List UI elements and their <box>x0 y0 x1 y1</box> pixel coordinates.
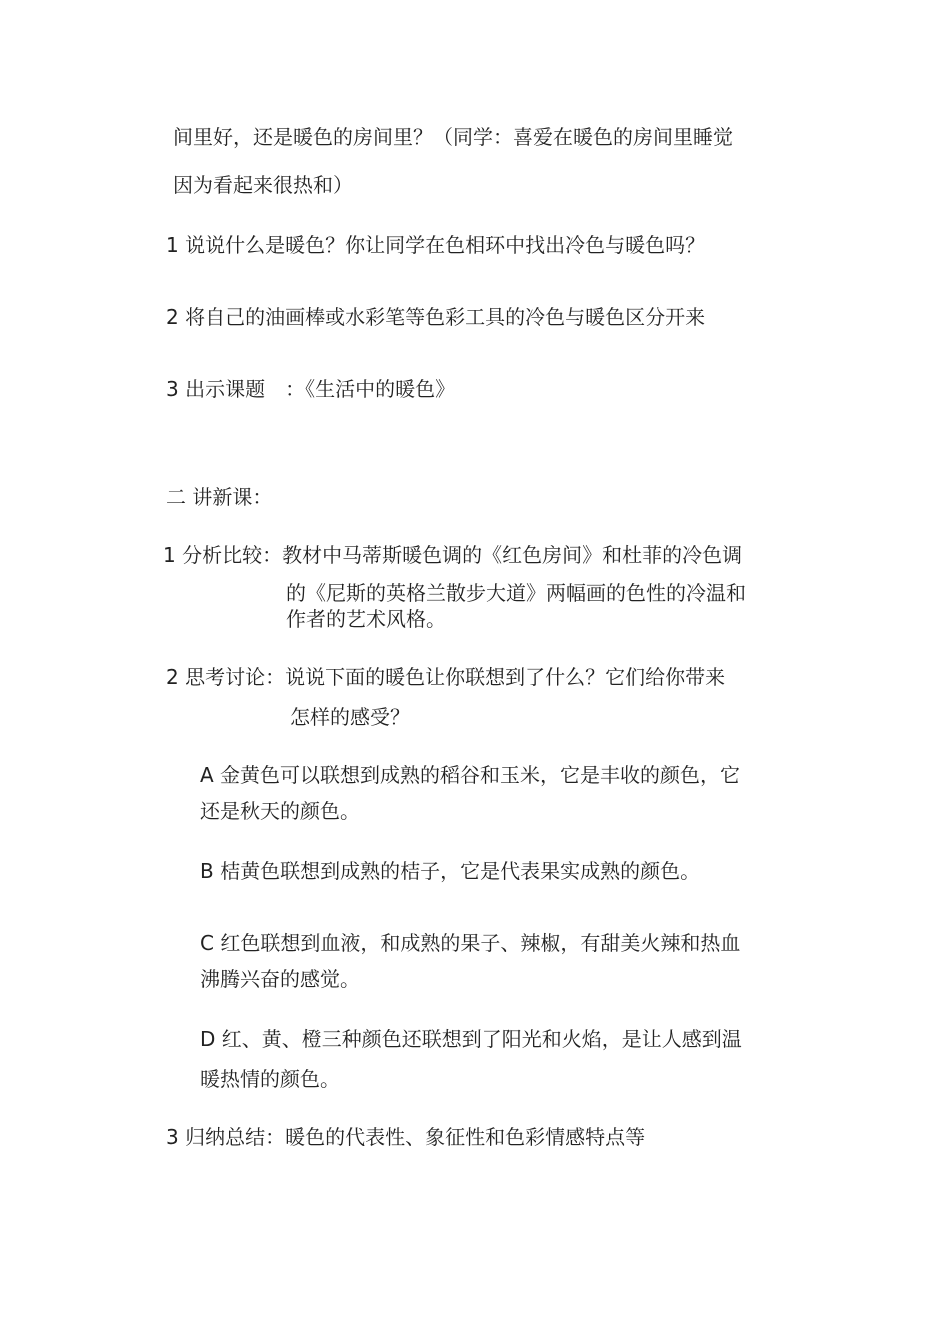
intro-line-2: 因为看起来很热和） <box>173 173 353 197</box>
item-2-line-1: 2 思考讨论：说说下面的暖色让你联想到了什么？它们给你带来 <box>166 665 726 689</box>
option-d-line-1: D 红、黄、橙三种颜色还联想到了阳光和火焰，是让人感到温 <box>200 1027 742 1051</box>
option-b-line-1: B 桔黄色联想到成熟的桔子，它是代表果实成熟的颜色。 <box>200 859 701 883</box>
item-1-line-3: 作者的艺术风格。 <box>286 607 446 631</box>
step-2: 2 将自己的油画棒或水彩笔等色彩工具的冷色与暖色区分开来 <box>166 305 706 329</box>
option-a-line-1: A 金黄色可以联想到成熟的稻谷和玉米，它是丰收的颜色，它 <box>200 763 741 787</box>
option-c-line-2: 沸腾兴奋的感觉。 <box>200 967 360 991</box>
option-a-line-2: 还是秋天的颜色。 <box>200 799 360 823</box>
option-d-line-2: 暖热情的颜色。 <box>200 1067 340 1091</box>
step-1: 1 说说什么是暖色？你让同学在色相环中找出冷色与暖色吗？ <box>166 233 706 257</box>
item-3-line-1: 3 归纳总结：暖色的代表性、象征性和色彩情感特点等 <box>166 1125 646 1149</box>
item-1-line-1: 1 分析比较：教材中马蒂斯暖色调的《红色房间》和杜菲的冷色调 <box>163 543 743 567</box>
step-3: 3 出示课题 ：《生活中的暖色》 <box>166 377 456 401</box>
intro-line-1: 间里好，还是暖色的房间里？（同学：喜爱在暖色的房间里睡觉 <box>173 125 733 149</box>
item-1-line-2: 的《尼斯的英格兰散步大道》两幅画的色性的冷温和 <box>286 581 746 605</box>
option-c-line-1: C 红色联想到血液，和成熟的果子、辣椒，有甜美火辣和热血 <box>200 931 741 955</box>
section-title: 二 讲新课： <box>166 485 273 509</box>
item-2-line-2: 怎样的感受？ <box>290 705 410 729</box>
